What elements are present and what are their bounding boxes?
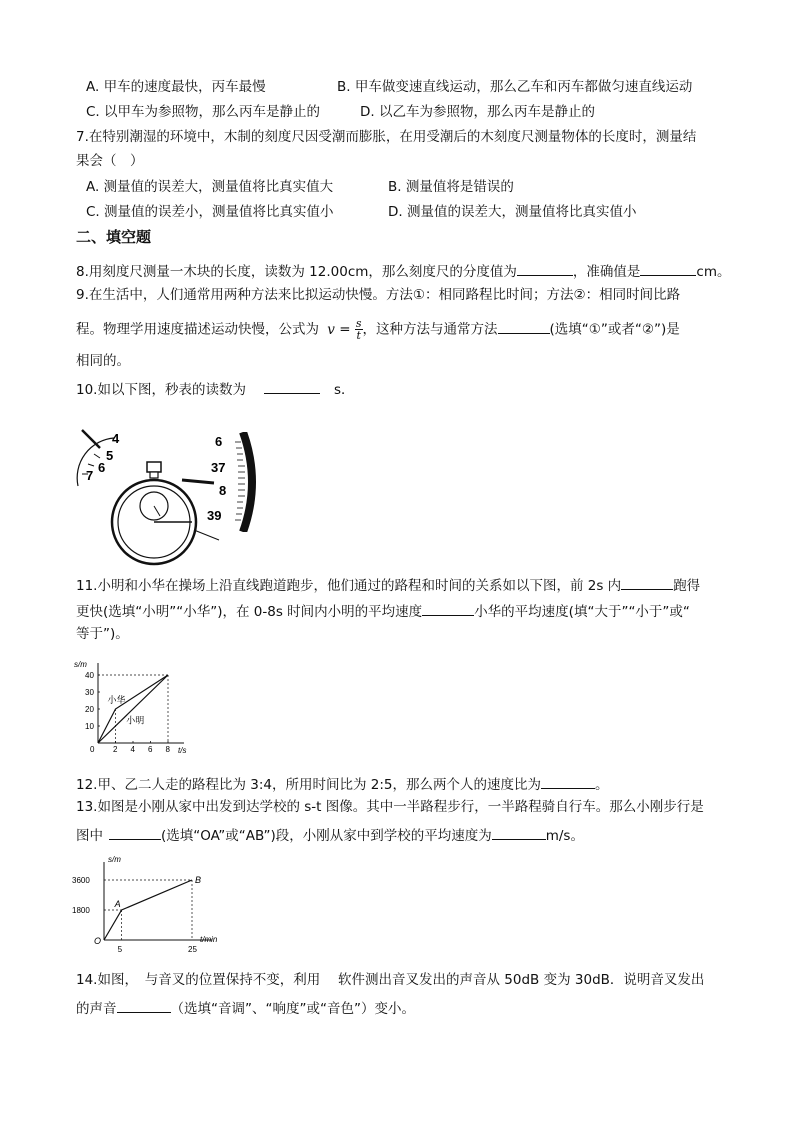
y-tick-label: 1800	[72, 906, 90, 915]
y-tick-label: 30	[85, 688, 94, 697]
q12-line	[76, 776, 609, 793]
q9-line1: 9.在生活中，人们通常用两种方法来比拟运动快慢。方法①：相同路程比时间；方法②：相同时间比路	[76, 287, 681, 303]
stopwatch-scale-zoom	[205, 432, 261, 532]
right-scale-label: 6	[215, 434, 223, 449]
q7-stem-line2: 果会（ ）	[76, 153, 144, 169]
formula-denominator: t	[356, 329, 361, 342]
q11-text-3: 更快(选填“小明”“小华”)，在 0-8s 时间内小明的平均速度	[76, 604, 423, 620]
q10-line	[76, 381, 355, 398]
q13-text-2: (选填“OA”或“AB”)段，小刚从家中到学校的平均速度为	[161, 828, 492, 844]
q13-text-3: m/s。	[545, 828, 584, 844]
q11-line2	[76, 603, 690, 620]
right-scale-label: 8	[219, 483, 227, 498]
q14-line1: 14.如图， 与音叉的位置保持不变，利用 软件测出音叉发出的声音从 50dB 变为 30dB．说明音叉发出	[76, 972, 705, 988]
q10-blank-reading[interactable]	[264, 381, 320, 394]
left-dial-needle	[82, 430, 100, 448]
series-line-小明	[98, 675, 168, 743]
q7-option-a: A. 测量值的误差大，测量值将比真实值大	[86, 179, 334, 195]
q11-blank-faster[interactable]	[621, 577, 673, 590]
q8-blank-division[interactable]	[517, 263, 573, 276]
q11-text-2: 跑得	[673, 578, 701, 594]
left-tick	[88, 464, 94, 466]
x-tick-label: 4	[130, 745, 135, 754]
q7-option-c: C. 测量值的误差小，测量值将比真实值小	[86, 204, 334, 220]
left-tick	[94, 454, 100, 458]
formula-fraction	[355, 318, 363, 341]
y-axis-label: s/m	[74, 660, 87, 669]
q8-text-1: 8.用刻度尺测量一木块的长度，读数为 12.00cm，那么刻度尺的分度值为	[76, 264, 517, 280]
q9-blank-method[interactable]	[498, 321, 550, 334]
q14-line2	[76, 1000, 415, 1017]
q8-blank-accurate[interactable]	[640, 263, 696, 276]
q13-text-1: 图中	[76, 828, 103, 844]
q13-blank-segment[interactable]	[109, 827, 161, 840]
q10-text-2: s．	[333, 382, 355, 398]
q10-text-1: 10.如以下图，秒表的读数为	[76, 382, 246, 398]
formula-numerator: s	[355, 317, 362, 330]
x-axis-label: t/s	[178, 746, 187, 755]
q6-option-d: D. 以乙车为参照物，那么丙车是静止的	[360, 104, 595, 120]
left-scale-label: 5	[106, 448, 114, 463]
q11-blank-compare[interactable]	[422, 603, 474, 616]
q11-text-4: 小华的平均速度(填“大于”“小于”或“	[474, 604, 690, 620]
x-tick-label: 2	[113, 745, 118, 754]
stopwatch-crown	[147, 462, 161, 472]
q6-option-c: C. 以甲车为参照物，那么丙车是静止的	[86, 104, 321, 120]
formula-equals: =	[339, 321, 351, 338]
q13-blank-speed[interactable]	[492, 827, 546, 840]
right-scale-label: 39	[207, 508, 222, 523]
x-tick-label: 6	[148, 745, 153, 754]
q6-option-b: B. 甲车做变速直线运动，那么乙车和丙车都做匀速直线运动	[337, 79, 693, 95]
q9-line3: 相同的。	[76, 353, 130, 369]
q12-text-2: 。	[595, 777, 609, 793]
scale-rim	[243, 432, 252, 532]
q9-text-a: 程。物理学用速度描述运动快慢，公式为	[76, 321, 319, 338]
left-scale-label: 6	[98, 460, 106, 475]
q8-text-2: ，准确值是	[572, 264, 641, 280]
y-tick-label: 20	[85, 705, 94, 714]
q13-line1: 13.如图是小刚从家中出发到达学校的 s-t 图像。其中一半路程步行，一半路程骑自行车。那么小刚步行是	[76, 799, 704, 815]
x-axis-label: t/min	[200, 935, 218, 944]
q7-stem-line1: 7.在特别潮湿的环境中，木制的刻度尺因受潮而膨胀，在用受潮后的木刻度尺测量物体的长度时，测量结	[76, 129, 697, 145]
scale-ticks	[235, 442, 245, 520]
q9-text-c: (选填“①”或者“②”)是	[549, 321, 680, 338]
formula-v: v	[327, 321, 335, 338]
q14-text-1: 的声音	[76, 1001, 117, 1017]
q12-blank-ratio[interactable]	[541, 776, 595, 789]
y-axis-label: s/m	[108, 855, 121, 864]
x-tick-label: 5	[117, 945, 123, 954]
q14-text-2: （选填“音调”、“响度”或“音色”）变小。	[170, 1001, 415, 1017]
q12-text-1: 12.甲、乙二人走的路程比为 3:4，所用时间比为 2:5，那么两个人的速度比为	[76, 777, 542, 793]
chart-running-s-t	[72, 655, 202, 755]
x-tick-label: 8	[165, 745, 170, 754]
q11-text-1: 11.小明和小华在操场上沿直线跑道跑步，他们通过的路程和时间的关系如以下图，前 2s 内	[76, 578, 622, 594]
q13-line2	[76, 827, 584, 844]
q7-option-b: B. 测量值将是错误的	[388, 179, 514, 195]
q8-text-3: cm。	[696, 264, 731, 280]
point-label-a: A	[114, 899, 121, 909]
right-scale-label: 37	[211, 460, 226, 475]
y-tick-label: 40	[85, 671, 94, 680]
chart-walk-bike-s-t	[72, 852, 232, 957]
q9-line2	[76, 318, 680, 341]
section-heading-fill-in: 二、填空题	[76, 228, 152, 246]
origin-label: 0	[90, 745, 95, 754]
q14-blank-property[interactable]	[117, 1000, 171, 1013]
origin-label: O	[94, 936, 102, 946]
q11-line3: 等于”)。	[76, 626, 129, 642]
q6-option-a: A. 甲车的速度最快，丙车最慢	[86, 79, 266, 95]
point-label-b: B	[195, 875, 202, 885]
left-scale-label: 4	[112, 431, 120, 446]
left-scale-label: 7	[86, 468, 94, 483]
legend-label: 小华	[107, 695, 126, 705]
q7-option-d: D. 测量值的误差大，测量值将比真实值小	[388, 204, 637, 220]
x-tick-label: 25	[188, 945, 197, 954]
y-tick-label: 10	[85, 722, 94, 731]
stopwatch-stem	[150, 472, 158, 478]
q9-text-b: ，这种方法与通常方法	[362, 321, 498, 338]
legend-label: 小明	[126, 715, 145, 726]
q11-line1	[76, 577, 700, 594]
q8-line	[76, 263, 730, 280]
y-tick-label: 3600	[72, 876, 90, 885]
